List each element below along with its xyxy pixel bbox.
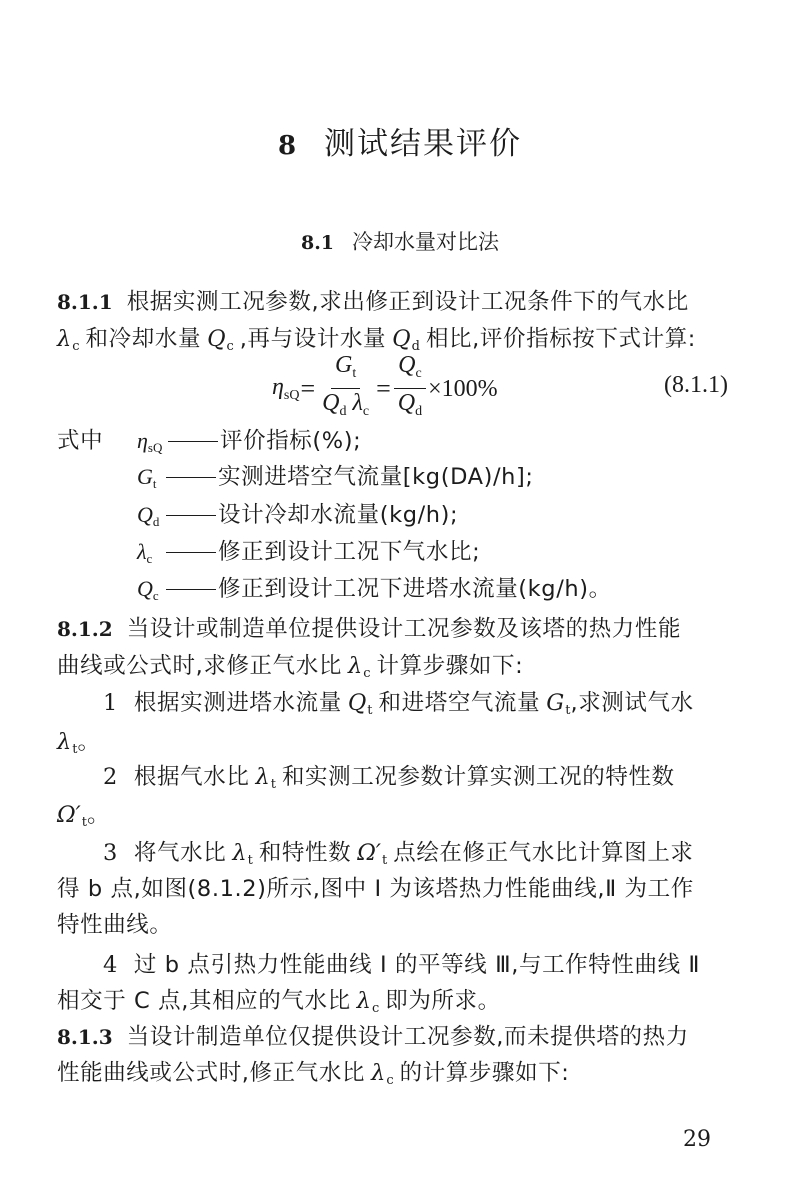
section-title: 冷却水量对比法 <box>352 230 500 254</box>
em-dash <box>168 441 218 442</box>
step-1-line2 <box>57 727 757 765</box>
definitions-intro: 式中 <box>57 428 104 454</box>
formula-multiplier: ×100% <box>428 375 498 402</box>
clause-number: 8.1.3 <box>57 1025 113 1049</box>
formula-lhs: $\eta_{sQ}$ <box>272 374 300 403</box>
step-2-line2 <box>57 800 757 838</box>
fraction-1-numerator: $G_t$ <box>331 352 360 389</box>
step-text: ,求测试气水 <box>570 690 694 716</box>
definition-symbol: $Q_d$ <box>137 502 160 529</box>
clause-number: 8.1.1 <box>57 290 113 314</box>
symbol-g-t: $G_t$ <box>546 690 571 718</box>
fraction-1 <box>318 352 373 426</box>
clause-8-1-3-line1 <box>57 1022 757 1052</box>
chapter-heading <box>0 118 800 163</box>
clause-text: 的计算步骤如下: <box>399 1060 570 1086</box>
step-text: 得 b 点,如图(8.1.2)所示,图中 Ⅰ 为该塔热力性能曲线,Ⅱ 为工作 <box>57 876 694 902</box>
definition-row <box>57 574 757 611</box>
step-text: 过 b 点引热力性能曲线 Ⅰ 的平等线 Ⅲ,与工作特性曲线 Ⅱ <box>133 952 701 978</box>
symbol-lambda-t: $\lambda_t$ <box>232 840 253 868</box>
step-text: 相交于 C 点,其相应的气水比 <box>57 988 351 1014</box>
definition-row <box>57 462 757 499</box>
clause-text: ,再与设计水量 <box>239 326 387 352</box>
clause-text: 曲线或公式时,求修正气水比 <box>57 653 342 679</box>
definition-text: 修正到设计工况下进塔水流量(kg/h)。 <box>218 576 612 602</box>
chapter-title: 测试结果评价 <box>324 126 523 162</box>
em-dash <box>166 477 216 478</box>
step-number: 2 <box>103 764 118 790</box>
em-dash <box>166 552 216 553</box>
step-text: 根据实测进塔水流量 <box>133 690 342 716</box>
fraction-2-numerator: $Q_c$ <box>394 352 426 389</box>
definition-text: 修正到设计工况下气水比; <box>218 539 481 565</box>
step-text: 。 <box>77 729 101 755</box>
definition-row <box>57 537 757 574</box>
equals-sign: = <box>300 374 316 403</box>
em-dash <box>166 589 216 590</box>
fraction-2 <box>394 352 426 426</box>
definition-row <box>57 426 757 463</box>
definition-symbol: $\lambda_c$ <box>137 539 153 566</box>
definition-row <box>57 500 757 537</box>
step-text: 。 <box>87 802 111 828</box>
clause-text: 计算步骤如下: <box>376 653 524 679</box>
step-number: 4 <box>103 952 118 978</box>
formula-8-1-1 <box>0 352 800 420</box>
symbol-lambda-c: $\lambda_c$ <box>371 1060 394 1088</box>
symbol-omega-t: $\Omega'_t$ <box>357 840 388 868</box>
definition-symbol: $\eta_{sQ}$ <box>137 428 163 455</box>
clause-text: 当设计制造单位仅提供设计工况参数,而未提供塔的热力 <box>126 1024 689 1050</box>
symbol-lambda-t: $\lambda_t$ <box>255 764 276 792</box>
symbol-lambda-c: $\lambda_c$ <box>347 653 371 681</box>
chapter-number: 8 <box>277 131 299 161</box>
em-dash <box>166 515 216 516</box>
clause-text: 和冷却水量 <box>85 326 202 352</box>
definition-symbol: $G_t$ <box>137 464 157 491</box>
step-text: 特性曲线。 <box>57 912 173 938</box>
clause-text: 相比,评价指标按下式计算: <box>425 326 696 352</box>
fraction-1-denominator: $Q_d$ $\lambda_c$ <box>322 390 370 419</box>
step-3-line2 <box>57 874 757 904</box>
clause-text: 当设计或制造单位提供设计工况参数及该塔的热力性能 <box>126 616 682 642</box>
symbol-lambda-t: $\lambda_t$ <box>57 729 78 757</box>
definition-symbol: $Q_c$ <box>137 576 159 603</box>
step-3-line1 <box>57 838 800 876</box>
definition-text: 设计冷却水流量(kg/h); <box>218 502 459 528</box>
symbol-q-d: $Q_d$ <box>392 326 420 354</box>
step-text: 和进塔空气流量 <box>378 690 541 716</box>
symbol-q-t: $Q_t$ <box>347 690 373 718</box>
step-text: 和实测工况参数计算实测工况的特性数 <box>281 764 675 790</box>
formula-expression <box>272 352 498 420</box>
step-number: 1 <box>103 690 118 716</box>
symbol-omega-t: $\Omega'_t$ <box>57 802 87 830</box>
clause-8-1-2-line2 <box>57 651 757 689</box>
step-3-line3 <box>57 910 757 940</box>
fraction-2-denominator: $Q_d$ <box>397 390 423 419</box>
section-number: 8.1 <box>300 232 335 254</box>
step-2-line1 <box>57 762 800 800</box>
step-text: 即为所求。 <box>385 988 501 1014</box>
clause-8-1-2-line1 <box>57 614 757 644</box>
definition-text: 实测进塔空气流量[kg(DA)/h]; <box>218 464 534 490</box>
page-number: 29 <box>683 1127 711 1152</box>
equation-number: (8.1.1) <box>664 372 728 398</box>
step-number: 3 <box>103 840 118 866</box>
step-4-line2 <box>57 986 757 1024</box>
clause-number: 8.1.2 <box>57 617 113 641</box>
symbol-lambda-c: $\lambda_c$ <box>356 988 380 1016</box>
step-4-line1 <box>57 950 800 980</box>
clause-8-1-1-line1 <box>57 287 757 317</box>
definition-text: 评价指标(%); <box>220 428 362 454</box>
section-heading <box>0 226 800 256</box>
symbol-q-c: $Q_c$ <box>207 326 234 354</box>
equals-sign: = <box>376 374 391 403</box>
step-text: 点绘在修正气水比计算图上求 <box>393 840 694 866</box>
step-text: 将气水比 <box>133 840 227 866</box>
step-1-line1 <box>57 688 800 726</box>
clause-text: 性能曲线或公式时,修正气水比 <box>57 1060 366 1086</box>
step-text: 和特性数 <box>258 840 352 866</box>
clause-8-1-3-line2 <box>57 1058 757 1096</box>
step-text: 根据气水比 <box>133 764 250 790</box>
clause-text: 根据实测工况参数,求出修正到设计工况条件下的气水比 <box>126 289 689 315</box>
symbol-lambda-c: $\lambda_c$ <box>57 326 80 354</box>
